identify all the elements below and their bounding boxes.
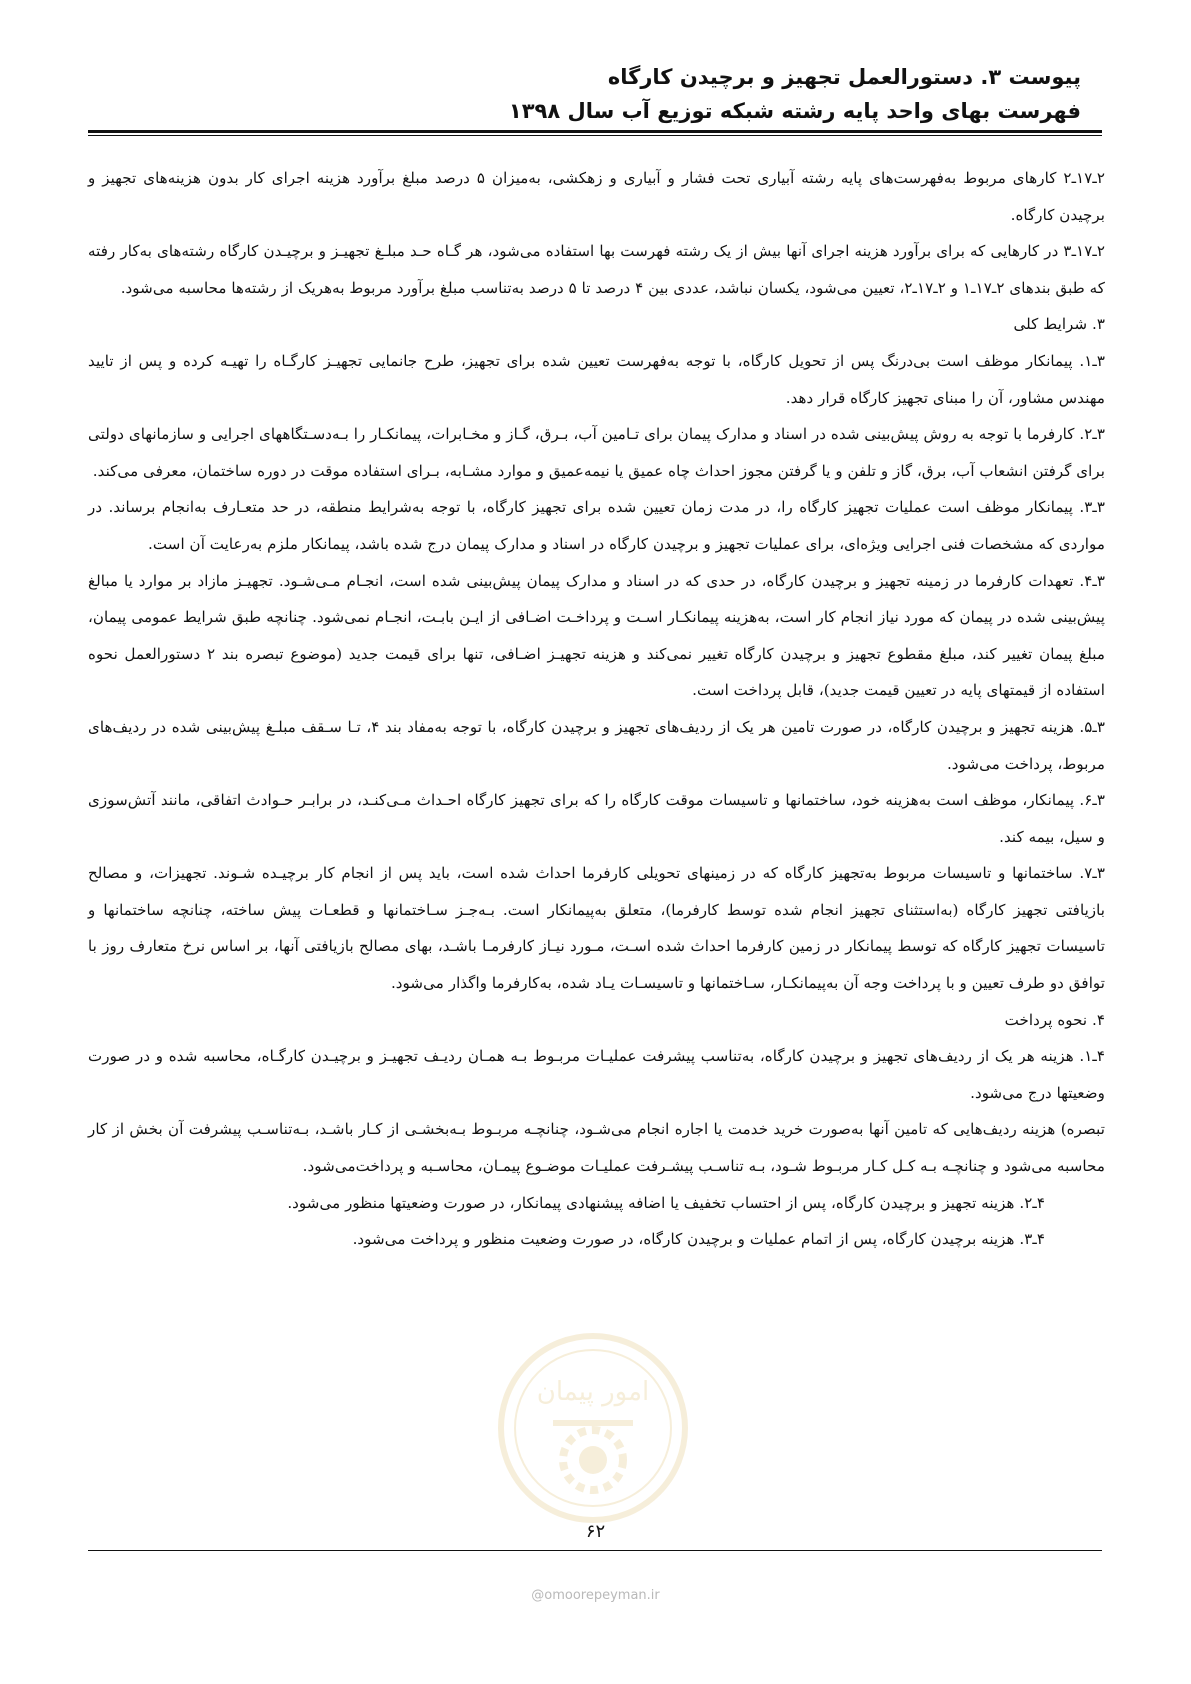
section-heading-general-conditions: ۳. شرایط کلی [1013,315,1105,334]
footer-url: @omoorepeyman.ir [531,1588,660,1603]
paragraph-2-17-2: ۲ـ۱۷ـ۲ کارهای مربوط به‌فهرست‌های پایه رشته آبیاری تحت فشار و آبیاری و زهکشی، به‌میزان ۵ درصد مبلغ برآورد هزینه اجرای کار بدون هزینه‌های تجهیز و برچیدن کارگاه. [88,169,1105,224]
paragraph-3-1: ۳ـ۱. پیمانکار موظف است بی‌درنگ پس از تحویل کارگاه، با توجه به‌فهرست تعیین شده برای تجهیز، طرح جانمایی تجهیـز کارگـاه را تهیـه کرده و پس از تایید مهندس مشاور، آن را مبنای تجهیز کارگاه قرار دهد. [88,351,1105,407]
page-number: ۶۲ [585,1521,606,1542]
paragraph-3-7: ۳ـ۷. ساختمانها و تاسیسات مربوط به‌تجهیز کارگاه که در زمینهای تحویلی کارفرما احداث شده است، باید پس از انجام کار برچیـده شـوند. تجهیزات، و مصالح بازیافتی تجهیز کارگاه (به‌استثنای تجهیز انجام شده توسط کارفرما)، متعلق به‌پیمانکار است. بـه‌جـز سـاختمانها و قطعـات پیش ساخته، چنانچه ساختمانها و تاسیسات تجهیز کارگاه که توسط پیمانکار در زمین کارفرما احداث شده اسـت، مـورد نیـاز کارفرمـا باشـد، بهای مصالح بازیافتی آنها، بر اساس نرخ متعارف روز با توافق دو طرف تعیین و با پرداخت وجه آن به‌پیمانکـار، سـاختمانها و تاسیسـات یـاد شده، به‌کارفرما واگذار می‌شود. [88,864,1105,993]
watermark-seal-icon [493,1328,693,1528]
header-rule-thick [88,130,1102,133]
watermark-text: امور پیمان [536,1377,650,1407]
document-body [88,160,1105,1258]
header-title: پیوست ۳. دستورالعمل تجهیز و برچیدن کارگاه [607,65,1081,89]
paragraph-3-2: ۳ـ۲. کارفرما با توجه به روش پیش‌بینی شده در اسناد و مدارک پیمان برای تـامین آب، بـرق، گـاز و مخـابرات، پیمانکـار را بـه‌دسـتگاههای اجرایی و سازمانهای دولتی برای گرفتن انشعاب آب، برق، گاز و تلفن و یا گرفتن مجوز احداث چاه عمیق یا نیمه‌عمیق و موارد مشـابه، بـرای استفاده موقت در دوره ساختمان، معرفی می‌کند. [88,425,1105,480]
paragraph-note: تبصره) هزینه ردیف‌هایی که تامین آنها به‌صورت خرید خدمت یا اجاره انجام می‌شـود، چنانچـه مربـوط بـه‌بخشـی از کـار باشـد، بـه‌تناسـب پیشرفت آن بخش از کار محاسبه می‌شود و چنانچـه بـه کـل کـار مربـوط شـود، بـه تناسـب پیشـرفت عملیـات موضـوع پیمـان، محاسـبه و پرداخت‌می‌شود. [88,1120,1105,1176]
paragraph-4-2: ۴ـ۲. هزینه تجهیز و برچیدن کارگاه، پس از احتساب تخفیف یا اضافه پیشنهادی پیمانکار، در صورت وضعیتها منظور می‌شود. [287,1193,1045,1212]
header-subtitle: فهرست بهای واحد پایه رشته شبکه توزیع آب سال ۱۳۹۸ [508,99,1081,123]
paragraph-3-3: ۳ـ۳. پیمانکار موظف است عملیات تجهیز کارگاه را، در مدت زمان تعیین شده برای تجهیز کارگاه، با توجه به‌شرایط منطقه، در حد متعـارف به‌انجام برساند. در مواردی که مشخصات فنی اجرایی ویژه‌ای، برای عملیات تجهیز و برچیدن کارگاه در اسناد و مدارک پیمان درج شده باشد، پیمانکار ملزم به‌رعایت آن است. [88,498,1105,553]
header-rule-thin [88,135,1102,136]
paragraph-3-6: ۳ـ۶. پیمانکار، موظف است به‌هزینه خود، ساختمانها و تاسیسات موقت کارگاه را که برای تجهیز کارگاه احـداث مـی‌کنـد، در برابـر حـوادث اتفاقی، مانند آتش‌سوزی و سیل، بیمه کند. [88,791,1105,846]
paragraph-4-3: ۴ـ۳. هزینه برچیدن کارگاه، پس از اتمام عملیات و برچیدن کارگاه، در صورت وضعیت منظور و پرداخت می‌شود. [352,1230,1045,1249]
page-header [111,60,1081,128]
paragraph-3-5: ۳ـ۵. هزینه تجهیز و برچیدن کارگاه، در صورت تامین هر یک از ردیف‌های تجهیز و برچیدن کارگاه، با توجه به‌مفاد بند ۴، تـا سـقف مبلـغ پیش‌بینی شده در ردیف‌های مربوط، پرداخت می‌شود. [88,717,1105,773]
footer-rule [88,1550,1102,1551]
paragraph-4-1: ۴ـ۱. هزینه هر یک از ردیف‌های تجهیز و برچیدن کارگاه، به‌تناسب پیشرفت عملیـات مربـوط بـه همـان ردیـف تجهیـز و برچیـدن کارگـاه، محاسبه شده و در صورت وضعیتها درج می‌شود. [88,1047,1105,1102]
paragraph-3-4: ۳ـ۴. تعهدات کارفرما در زمینه تجهیز و برچیدن کارگاه، در حدی که در اسناد و مدارک پیمان پیش‌بینی شده است، انجـام مـی‌شـود. تجهیـز مازاد بر موارد یا مبالغ پیش‌بینی شده در پیمان که مورد نیاز انجام کار است، به‌هزینه پیمانکـار اسـت و پرداخـت اضـافی از ایـن بابـت، انجـام نمی‌شود. چنانچه طبق شرایط عمومی پیمان، مبلغ پیمان تغییر کند، مبلغ مقطوع تجهیز و برچیدن کارگاه تغییر نمی‌کند و هزینه تجهیـز اضـافی، تنها برای قیمت جدید (موضوع تبصره بند ۲ دستورالعمل نحوه استفاده از قیمتهای پایه در تعیین قیمت جدید)، قابل پرداخت است. [88,571,1105,700]
section-heading-payment-method: ۴. نحوه پرداخت [1004,1010,1105,1029]
paragraph-2-17-3: ۲ـ۱۷ـ۳ در کارهایی که برای برآورد هزینه اجرای آنها بیش از یک رشته فهرست بها استفاده می‌شود، هر گـاه حـد مبلـغ تجهیـز و برچیـدن کارگاه رشته‌های به‌کار رفته که طبق بندهای ۲ـ۱۷ـ۱ و ۲ـ۱۷ـ۲، تعیین می‌شود، یکسان نباشد، عددی بین ۴ درصد تا ۵ درصد به‌تناسب مبلغ برآورد مربوط به‌هریک از رشته‌ها محاسبه می‌شود. [88,242,1105,297]
